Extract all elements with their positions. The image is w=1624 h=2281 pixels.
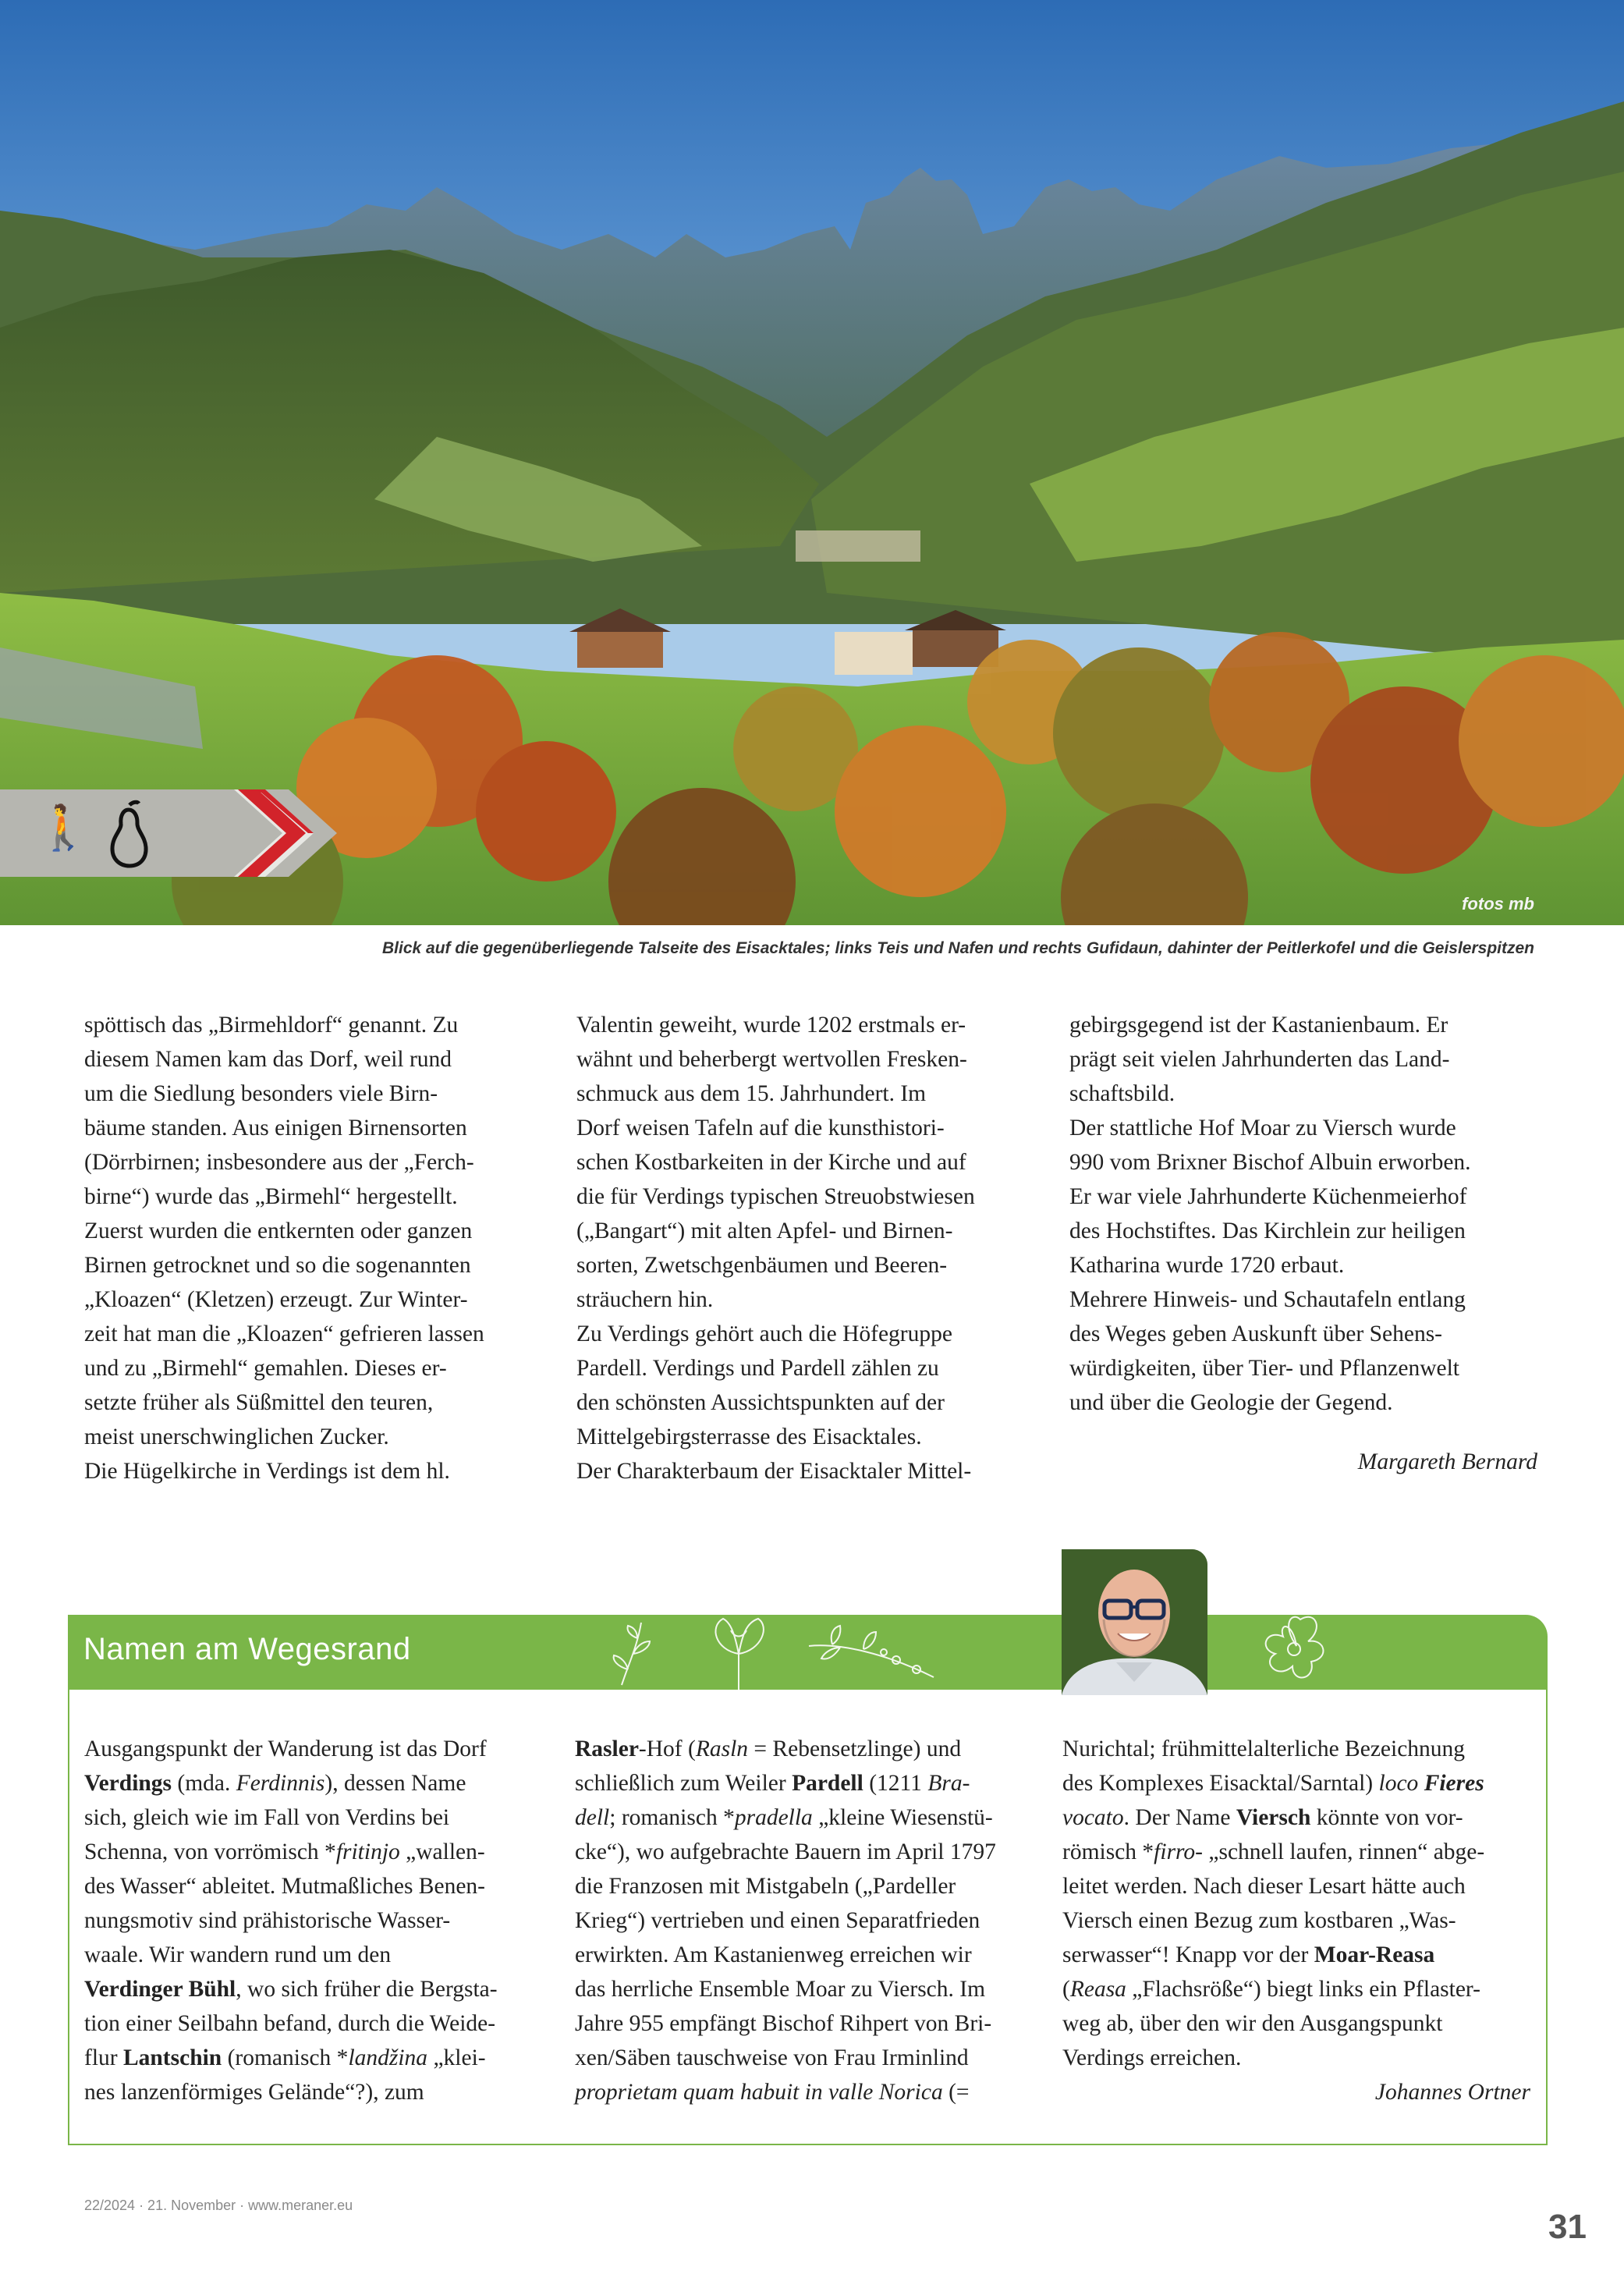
- box-title: Namen am Wegesrand: [83, 1632, 411, 1666]
- text-line: des Wasser“ ableitet. Mutmaßliches Benen-: [84, 1874, 485, 1899]
- text-line: Die Hügelkirche in Verdings ist dem hl.: [84, 1459, 450, 1484]
- text-line: sträuchern hin.: [576, 1287, 714, 1312]
- photo-caption: Blick auf die gegenüberliegende Talseite des Eisacktales; links Teis und Nafen und rechts Gufidaun, dahinter der Peitlerkofel und die Geislerspitzen: [382, 939, 1534, 957]
- trail-signpost: [0, 785, 337, 882]
- text-line: den schönsten Aussichtspunkten auf der: [576, 1390, 945, 1415]
- text-line: schließlich zum Weiler Pardell (1211 Bra-: [575, 1771, 970, 1796]
- hiker-icon: 🚶: [36, 803, 90, 853]
- text-line: Birnen getrocknet und so die sogenannten: [84, 1253, 471, 1278]
- text-line: wähnt und beherbergt wertvollen Fresken-: [576, 1047, 967, 1072]
- text-line: diesem Namen kam das Dorf, weil rund: [84, 1047, 452, 1072]
- text-line: Katharina wurde 1720 erbaut.: [1069, 1253, 1345, 1278]
- text-line: (Dörrbirnen; insbesondere aus der „Ferch-: [84, 1150, 474, 1175]
- text-line: schaftsbild.: [1069, 1081, 1175, 1106]
- text-line: Jahre 955 empfängt Bischof Rihpert von Bri-: [575, 2011, 992, 2036]
- text-line: Verdings erreichen.: [1062, 2045, 1242, 2070]
- text-line: 990 vom Brixner Bischof Albuin erworben.: [1069, 1150, 1471, 1175]
- text-line: und über die Geologie der Gegend.: [1069, 1390, 1393, 1415]
- text-line: Schenna, von vorrömisch *fritinjo „wallen-: [84, 1839, 485, 1864]
- text-line: („Bangart“) mit alten Apfel- und Birnen-: [576, 1219, 953, 1243]
- text-line: zeit hat man die „Kloazen“ gefrieren lassen: [84, 1321, 484, 1346]
- flower-line-art-icon: [1238, 1615, 1355, 1690]
- text-line: Er war viele Jahrhunderte Küchenmeierhof: [1069, 1184, 1467, 1209]
- text-line: um die Siedlung besonders viele Birn-: [84, 1081, 438, 1106]
- text-line: (Reasa „Flachsröße“) biegt links ein Pflaster-: [1062, 1977, 1480, 2002]
- box-column-3: [1062, 1732, 1530, 2109]
- pear-icon: [101, 799, 156, 869]
- text-line: xen/Säben tauschweise von Frau Irminlind: [575, 2045, 969, 2070]
- text-line: erwirkten. Am Kastanienweg erreichen wir: [575, 1942, 972, 1967]
- text-line: sich, gleich wie im Fall von Verdins bei: [84, 1805, 450, 1830]
- text-line: Verdinger Bühl, wo sich früher die Bergsta-: [84, 1977, 498, 2002]
- box-column-1: [84, 1732, 552, 2109]
- text-line: weg ab, über den wir den Ausgangspunkt: [1062, 2011, 1443, 2036]
- text-line: Verdings (mda. Ferdinnis), dessen Name: [84, 1771, 466, 1796]
- text-line: des Hochstiftes. Das Kirchlein zur heiligen: [1069, 1219, 1466, 1243]
- text-line: des Komplexes Eisacktal/Sarntal) loco Fieres: [1062, 1771, 1484, 1796]
- text-line: würdigkeiten, über Tier- und Pflanzenwelt: [1069, 1356, 1459, 1381]
- text-line: Dorf weisen Tafeln auf die kunsthistori-: [576, 1116, 945, 1140]
- text-line: meist unerschwinglichen Zucker.: [84, 1424, 389, 1449]
- box-column-2: [575, 1732, 1043, 2109]
- text-line: „Kloazen“ (Kletzen) erzeugt. Zur Winter-: [84, 1287, 468, 1312]
- box-author: Johannes Ortner: [1374, 2080, 1530, 2105]
- text-line: Zu Verdings gehört auch die Höfegruppe: [576, 1321, 952, 1346]
- text-line: spöttisch das „Birmehldorf“ genannt. Zu: [84, 1013, 459, 1038]
- page-number: 31: [1548, 2208, 1587, 2246]
- text-line: schen Kostbarkeiten in der Kirche und auf: [576, 1150, 966, 1175]
- box-header: [68, 1615, 1548, 1690]
- author-portrait: [1062, 1549, 1207, 1695]
- photo-credit: fotos mb: [1462, 894, 1534, 913]
- text-line: des Weges geben Auskunft über Sehens-: [1069, 1321, 1442, 1346]
- text-line: cke“), wo aufgebrachte Bauern im April 1797: [575, 1839, 996, 1864]
- text-line: Der stattliche Hof Moar zu Viersch wurde: [1069, 1116, 1456, 1140]
- text-line: Mittelgebirgsterrasse des Eisacktales.: [576, 1424, 922, 1449]
- issue-info: 22/2024 · 21. November · www.meraner.eu: [84, 2198, 353, 2213]
- text-line: Rasler-Hof (Rasln = Rebensetzlinge) und: [575, 1736, 962, 1761]
- text-line: die Franzosen mit Mistgabeln („Pardeller: [575, 1874, 956, 1899]
- text-line: vocato. Der Name Viersch könnte von vor-: [1062, 1805, 1463, 1830]
- article-column-3: [1069, 1008, 1537, 1479]
- text-line: prägt seit vielen Jahrhunderten das Land-: [1069, 1047, 1450, 1072]
- text-line: Nurichtal; frühmittelalterliche Bezeichnung: [1062, 1736, 1466, 1761]
- text-line: bäume standen. Aus einigen Birnensorten: [84, 1116, 467, 1140]
- text-line: Mehrere Hinweis- und Schautafeln entlang: [1069, 1287, 1466, 1312]
- text-line: serwasser“! Knapp vor der Moar-Reasa: [1062, 1942, 1435, 1967]
- text-line: Valentin geweiht, wurde 1202 erstmals er-: [576, 1013, 966, 1038]
- text-line: Pardell. Verdings und Pardell zählen zu: [576, 1356, 939, 1381]
- text-line: flur Lantschin (romanisch *landžina „klei-: [84, 2045, 486, 2070]
- text-line: schmuck aus dem 15. Jahrhundert. Im: [576, 1081, 927, 1106]
- article-column-1: [84, 1008, 552, 1488]
- text-line: gebirgsgegend ist der Kastanienbaum. Er: [1069, 1013, 1448, 1038]
- botanical-ornament-icon: [606, 1615, 1043, 1690]
- text-line: proprietam quam habuit in valle Norica (=: [575, 2080, 970, 2105]
- text-line: leitet werden. Nach dieser Lesart hätte auch: [1062, 1874, 1466, 1899]
- text-line: Der Charakterbaum der Eisacktaler Mittel-: [576, 1459, 972, 1484]
- text-line: Viersch einen Bezug zum kostbaren „Was-: [1062, 1908, 1456, 1933]
- text-line: nungsmotiv sind prähistorische Wasser-: [84, 1908, 451, 1933]
- text-line: tion einer Seilbahn befand, durch die Weide-: [84, 2011, 496, 2036]
- text-line: Zuerst wurden die entkernten oder ganzen: [84, 1219, 473, 1243]
- text-line: birne“) wurde das „Birmehl“ hergestellt.: [84, 1184, 458, 1209]
- text-line: setzte früher als Süßmittel den teuren,: [84, 1390, 434, 1415]
- text-line: und zu „Birmehl“ gemahlen. Dieses er-: [84, 1356, 447, 1381]
- text-line: Krieg“) vertrieben und einen Separatfrieden: [575, 1908, 980, 1933]
- text-line: die für Verdings typischen Streuobstwiesen: [576, 1184, 975, 1209]
- text-line: sorten, Zwetschgenbäumen und Beeren-: [576, 1253, 948, 1278]
- article-author: Margareth Bernard: [1357, 1449, 1537, 1474]
- text-line: Ausgangspunkt der Wanderung ist das Dorf: [84, 1736, 487, 1761]
- text-line: nes lanzenförmiges Gelände“?), zum: [84, 2080, 424, 2105]
- text-line: waale. Wir wandern rund um den: [84, 1942, 392, 1967]
- hero-photo: [0, 0, 1624, 925]
- text-line: römisch *firro- „schnell laufen, rinnen“ abge-: [1062, 1839, 1485, 1864]
- text-line: das herrliche Ensemble Moar zu Viersch. Im: [575, 1977, 986, 2002]
- article-column-2: [576, 1008, 1044, 1488]
- text-line: dell; romanisch *pradella „kleine Wiesenstü-: [575, 1805, 993, 1830]
